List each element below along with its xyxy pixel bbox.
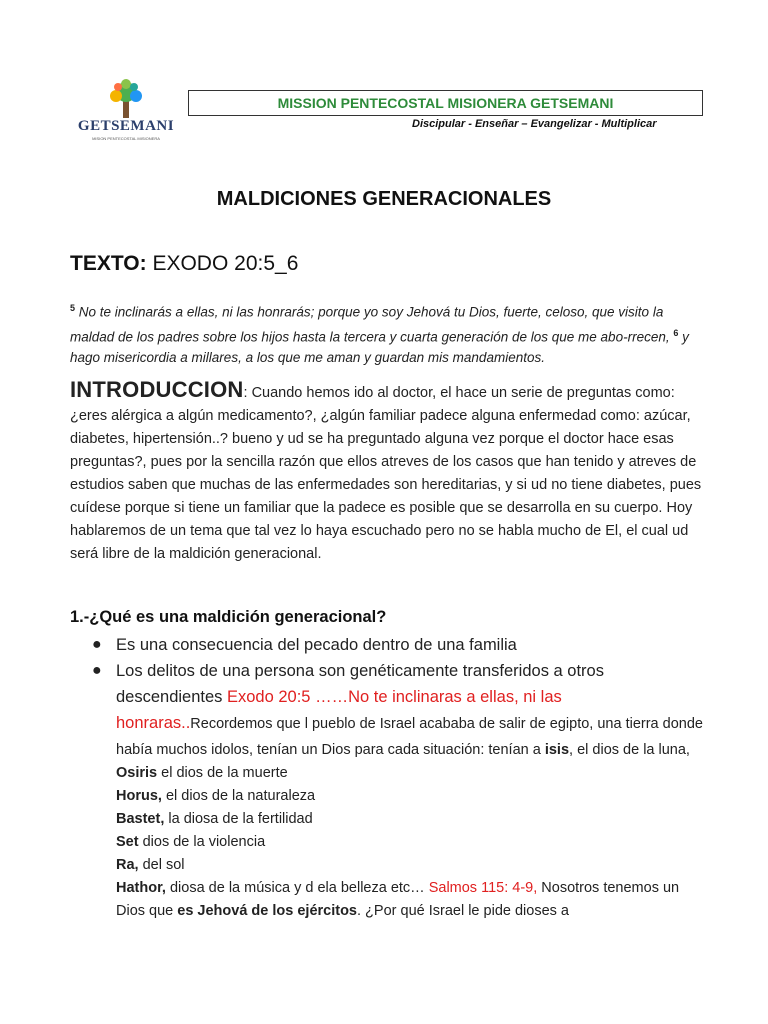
closing-text-b: . ¿Por qué Israel le pide dioses a [357, 903, 569, 919]
god-name: Set [116, 834, 139, 850]
god-desc: del sol [138, 857, 185, 873]
god-line [92, 785, 704, 808]
verse-number-6: 6 [673, 327, 679, 338]
logo-subtitle: MISION PENTECOSTAL MISIONERA [92, 136, 160, 141]
motto: Discipular - Enseñar – Evangelizar - Multiplicar [412, 118, 657, 130]
god-line [92, 762, 704, 785]
hathor-line [92, 877, 704, 923]
verse-part-1: No te inclinarás a ellas, ni las honrarás; porque yo soy Jehová tu Dios, fuerte, celoso, que visito la maldad de los padres sobre los hijos hasta la tercera y cuarta generación de los que me abo-rrecen, [70, 304, 674, 344]
verse-text [70, 298, 698, 368]
bullet-1-text: Es una consecuencia del pecado dentro de una familia [116, 636, 517, 654]
god-name: Osiris [116, 765, 158, 781]
bullet-2-continuation: Recordemos que l pueblo de Israel acababa de salir de egipto, una tierra donde había muchos idolos, tenían un Dios para cada situación: tenían a [116, 716, 703, 758]
god-hathor-desc: diosa de la música y d ela belleza etc… [165, 880, 429, 896]
god-hathor-name: Hathor, [116, 880, 166, 896]
verse-part-2: y hago misericordia a millares, a los que me aman y guardan mis mandamientos. [70, 329, 689, 365]
tree-icon [76, 78, 176, 120]
closing-bold: es Jehová de los ejércitos [177, 903, 357, 919]
texto-reference [70, 252, 298, 276]
god-desc: dios de la violencia [138, 834, 266, 850]
bullet-icon: ● [92, 662, 102, 679]
logo-text: GETSEMANI [77, 118, 175, 134]
god-isis-desc: , el dios de la luna, [569, 742, 690, 758]
org-name: MISSION PENTECOSTAL MISIONERA GETSEMANI [188, 90, 703, 116]
god-name: Horus, [116, 788, 162, 804]
list-item [92, 632, 704, 658]
god-isis-name: isis [544, 742, 570, 758]
exodo-quote: Exodo 20:5 ……No te inclinaras a ellas, ni las honraras.. [116, 688, 562, 732]
god-line [92, 854, 704, 877]
god-name: Ra, [116, 857, 139, 873]
salmos-ref: Salmos 115: 4-9, [428, 880, 538, 896]
section-1-question: 1.-¿Qué es una maldición generacional? [70, 608, 387, 626]
introduction [70, 378, 704, 566]
page-title: MALDICIONES GENERACIONALES [216, 188, 552, 210]
logo [76, 78, 176, 172]
bullet-icon: ● [92, 636, 102, 653]
god-desc: la diosa de la fertilidad [164, 811, 313, 827]
bullet-2-text: Los delitos de una persona son genéticamente transferidos a otros descendientes [116, 662, 604, 706]
god-line [92, 831, 704, 854]
intro-heading: INTRODUCCION [70, 377, 244, 402]
section-1-list [92, 632, 704, 923]
god-desc: el dios de la muerte [157, 765, 288, 781]
god-name: Bastet, [116, 811, 165, 827]
texto-ref: EXODO 20:5_6 [146, 252, 299, 275]
verse-number-5: 5 [70, 303, 76, 313]
intro-text: : Cuando hemos ido al doctor, el hace un serie de preguntas como: ¿eres alérgica a algún medicamento?, ¿algún familiar padece alguna enfermedad como: azúcar, diabetes, hipertensión..? bueno y ud se ha preguntado alguna vez porque el doctor hace esas preguntas?, pues por la sencilla razón que ellos atreves de los casos que han tenido y atreves de estudios saben que muchas de las enfermedades son hereditarias, y si ud no tiene diabetes, pues cuídese porque si tiene un familiar que la padece es posible que se desarrolla en su cuerpo. Hoy hablaremos de un tema que tal vez lo haya escuchado pero no se habla mucho de El, el cual ud será libre de la maldición generacional. [70, 385, 702, 562]
list-item [92, 658, 704, 762]
god-desc: el dios de la naturaleza [161, 788, 316, 804]
texto-label: TEXTO: [70, 252, 147, 275]
god-line [92, 808, 704, 831]
closing-text-a: Nosotros tenemos un Dios que [116, 880, 680, 919]
